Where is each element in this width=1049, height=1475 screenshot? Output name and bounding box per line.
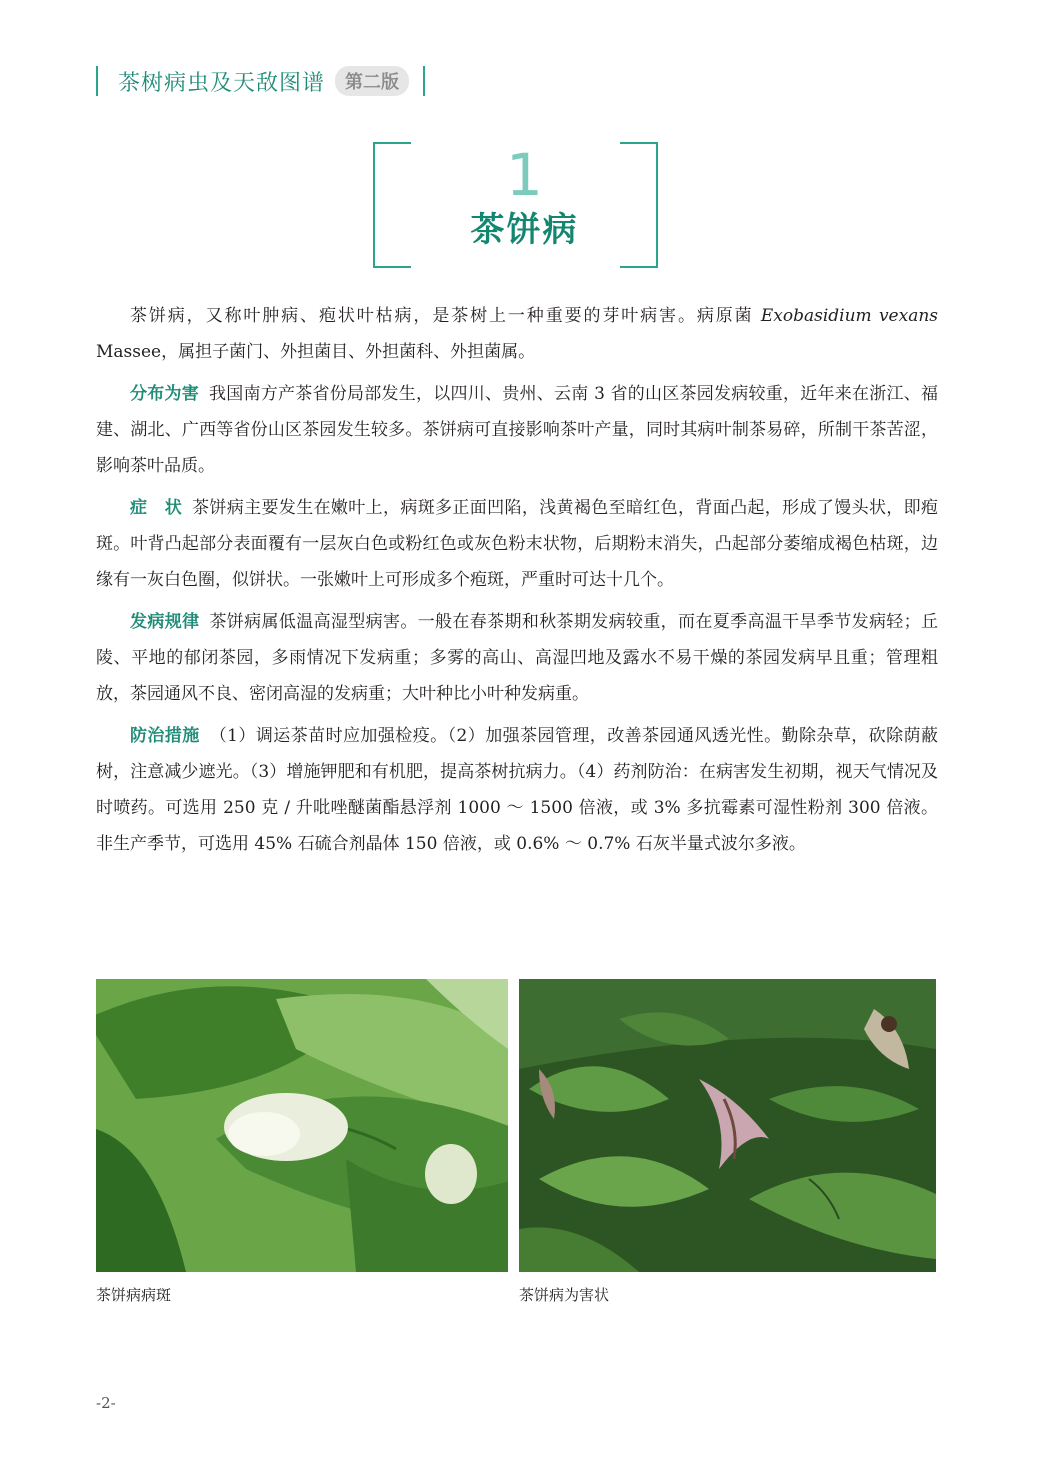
page-number: -2- [96,1394,116,1412]
section-text: 茶饼病主要发生在嫩叶上，病斑多正面凹陷，浅黄褐色至暗红色，背面凸起，形成了馒头状，即疱斑。叶背凸起部分表面覆有一层灰白色或粉红色或灰色粉末状物，后期粉末消失，凸起部分萎缩成褐色枯斑，边缘有一灰白色圈，似饼状。一张嫩叶上可形成多个疱斑，严重时可达十几个。 [96,498,939,590]
photo-blister-spot-illustration [96,979,508,1272]
intro-paragraph [96,298,938,370]
section-symptoms [96,490,938,598]
header-right-bar [423,66,425,96]
section-label: 发病规律 [130,612,200,632]
section-pattern [96,604,938,712]
running-header [96,64,425,98]
article-body [96,298,938,868]
book-title: 茶树病虫及天敌图谱 [118,70,326,96]
chapter-title: 茶饼病 [470,210,579,250]
section-text: 茶饼病属低温高湿型病害。一般在春茶期和秋茶期发病较重，而在夏季高温干旱季节发病轻；丘陵、平地的郁闭茶园，多雨情况下发病重；多雾的高山、高湿凹地及露水不易干燥的茶园发病早且重；管理粗放，茶园通风不良、密闭高湿的发病重；大叶种比小叶种发病重。 [96,612,939,704]
section-label: 症 状 [130,498,183,518]
section-distribution [96,376,938,484]
intro-text-1: 茶饼病，又称叶肿病、疱状叶枯病，是茶树上一种重要的芽叶病害。病原菌 [130,306,761,326]
section-text: 我国南方产茶省份局部发生，以四川、贵州、云南 3 省的山区茶园发病较重，近年来在浙江、福建、湖北、广西等省份山区茶园发生较多。茶饼病可直接影响茶叶产量，同时其病叶制茶易碎，所制干茶苦涩，影响茶叶品质。 [96,384,939,476]
figure-caption: 茶饼病病斑 [96,1286,172,1304]
photo-blister-spot [96,979,508,1272]
section-label: 分布为害 [130,384,199,404]
pathogen-name: Exobasidium vexans [760,306,939,326]
chapter-number: 1 [506,141,543,209]
intro-text-2: Massee，属担子菌门、外担菌目、外担菌科、外担菌属。 [96,342,536,362]
photo-damage-symptoms [519,979,936,1272]
header-left-bar [96,66,98,96]
photo-damage-illustration [519,979,936,1272]
section-text: （1）调运茶苗时应加强检疫。（2）加强茶园管理，改善茶园通风透光性。勤除杂草，砍除荫蔽树，注意减少遮光。（3）增施钾肥和有机肥，提高茶树抗病力。（4）药剂防治：在病害发生初期，视天气情况及时喷药。可选用 250 克 / 升吡唑醚菌酯悬浮剂 1000 ～ 1500 倍液，或 3% 多抗霉素可湿性粉剂 300 倍液。非生产季节，可选用 45% 石硫合剂晶体 150 倍液，或 0.6% ～ 0.7% 石灰半量式波尔多液。 [96,726,938,854]
figure-caption: 茶饼病为害状 [519,1286,610,1304]
section-control [96,718,938,862]
edition-badge: 第二版 [335,66,409,96]
section-label: 防治措施 [130,726,200,746]
